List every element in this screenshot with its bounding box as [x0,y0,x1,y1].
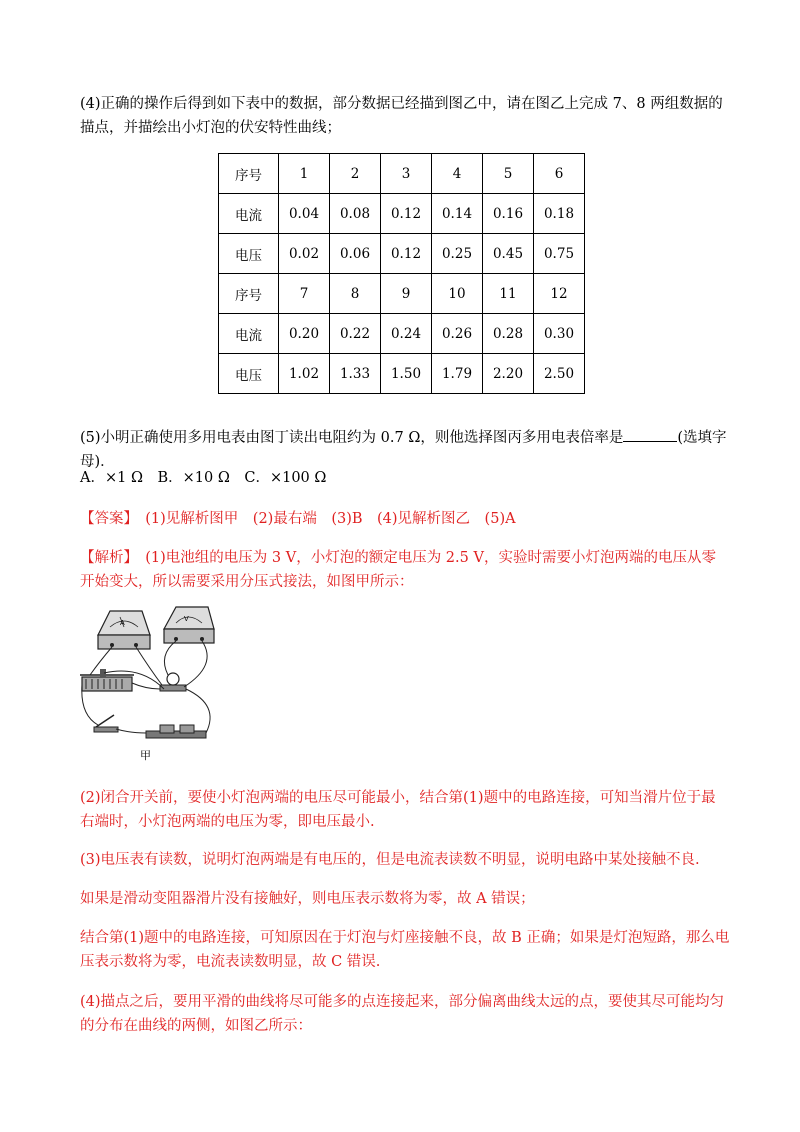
answer-line [80,507,730,531]
analysis-part-5: 结合第(1)题中的电路连接，可知原因在于灯泡与灯座接触不良，故 B 正确；如果是灯泡短路，那么电压表示数将为零，电流表读数明显，故 C 错误. [80,930,730,970]
analysis-label: 【解析】 [80,550,131,566]
table-cell: 7 [279,274,330,314]
table-cell: 1 [279,154,330,194]
table-row [219,234,585,274]
options-line: A．×1 Ω B．×10 Ω C．×100 Ω [80,470,327,486]
data-table [218,153,585,394]
table-cell: 0.26 [432,314,483,354]
table-cell: 0.02 [279,234,330,274]
table-cell: 8 [330,274,381,314]
table-cell: 4 [432,154,483,194]
table-cell: 1.50 [381,354,432,394]
table-cell: 0.45 [483,234,534,274]
table-cell: 0.16 [483,194,534,234]
svg-text:V: V [184,616,189,623]
table-cell: 11 [483,274,534,314]
voltmeter-icon [164,607,214,643]
table-row-header: 电压 [219,234,279,274]
table-row [219,314,585,354]
table-cell: 3 [381,154,432,194]
table-cell: 6 [534,154,585,194]
table-cell: 0.25 [432,234,483,274]
switch-icon [94,715,118,732]
table-cell: 5 [483,154,534,194]
question-4-intro: (4)正确的操作后得到如下表中的数据，部分数据已经描到图乙中，请在图乙上完成 7、8 两组数据的描点，并描绘出小灯泡的伏安特性曲线； [80,96,723,136]
table-row-header: 序号 [219,274,279,314]
analysis-part-4: 如果是滑动变阻器滑片没有接触好，则电压表示数将为零，故 A 错误； [80,891,535,907]
ammeter-icon [98,611,150,649]
table-cell: 0.18 [534,194,585,234]
table-cell: 0.75 [534,234,585,274]
table-row [219,194,585,234]
table-cell: 1.33 [330,354,381,394]
analysis-p1-text: (1)电池组的电压为 3 V，小灯泡的额定电压为 2.5 V，实验时需要小灯泡两端的电压从零开始变大，所以需要采用分压式接法，如图甲所示： [80,550,716,590]
table-cell: 1.79 [432,354,483,394]
table-row [219,354,585,394]
table-row-header: 电流 [219,194,279,234]
table-row-header: 电流 [219,314,279,354]
analysis-part-2: (2)闭合开关前，要使小灯泡两端的电压尽可能最小，结合第(1)题中的电路连接，可知当滑片位于最右端时，小灯泡两端的电压为零，即电压最小. [80,790,716,830]
table-cell: 0.24 [381,314,432,354]
table-cell: 2.50 [534,354,585,394]
table-cell: 0.12 [381,234,432,274]
table-cell: 10 [432,274,483,314]
table-row-header: 电压 [219,354,279,394]
analysis-part-6: (4)描点之后，要用平滑的曲线将尽可能多的点连接起来，部分偏离曲线太远的点，要使其尽可能均匀的分布在曲线的两侧，如图乙所示： [80,994,725,1034]
table-cell: 0.28 [483,314,534,354]
circuit-figure [80,605,230,745]
table-cell: 0.14 [432,194,483,234]
answer-text: (1)见解析图甲 (2)最右端 (3)B (4)见解析图乙 (5)A [130,511,516,527]
table-cell: 0.30 [534,314,585,354]
table-cell: 9 [381,274,432,314]
table-cell: 0.12 [381,194,432,234]
analysis-part-1 [80,546,730,594]
table-cell: 0.22 [330,314,381,354]
table-cell: 12 [534,274,585,314]
table-row [219,274,585,314]
table-cell: 0.20 [279,314,330,354]
table-cell: 0.04 [279,194,330,234]
question-5-suffix: (选填字母)． [80,430,727,470]
table-cell: 2 [330,154,381,194]
table-cell: 2.20 [483,354,534,394]
battery-icon [146,725,206,738]
answer-label: 【答案】 [80,511,131,527]
figure-label: 甲 [140,749,151,762]
answer-blank [623,427,677,442]
table-cell: 1.02 [279,354,330,394]
svg-text:A: A [120,620,125,627]
question-5-text: (5)小明正确使用多用电表由图丁读出电阻约为 0.7 Ω，则他选择图丙多用电表倍率是 [80,430,624,446]
table-cell: 0.08 [330,194,381,234]
table-cell: 0.06 [330,234,381,274]
analysis-part-3: (3)电压表有读数，说明灯泡两端是有电压的，但是电流表读数不明显，说明电路中某处接触不良. [80,852,700,868]
table-row-header: 序号 [219,154,279,194]
table-row [219,154,585,194]
